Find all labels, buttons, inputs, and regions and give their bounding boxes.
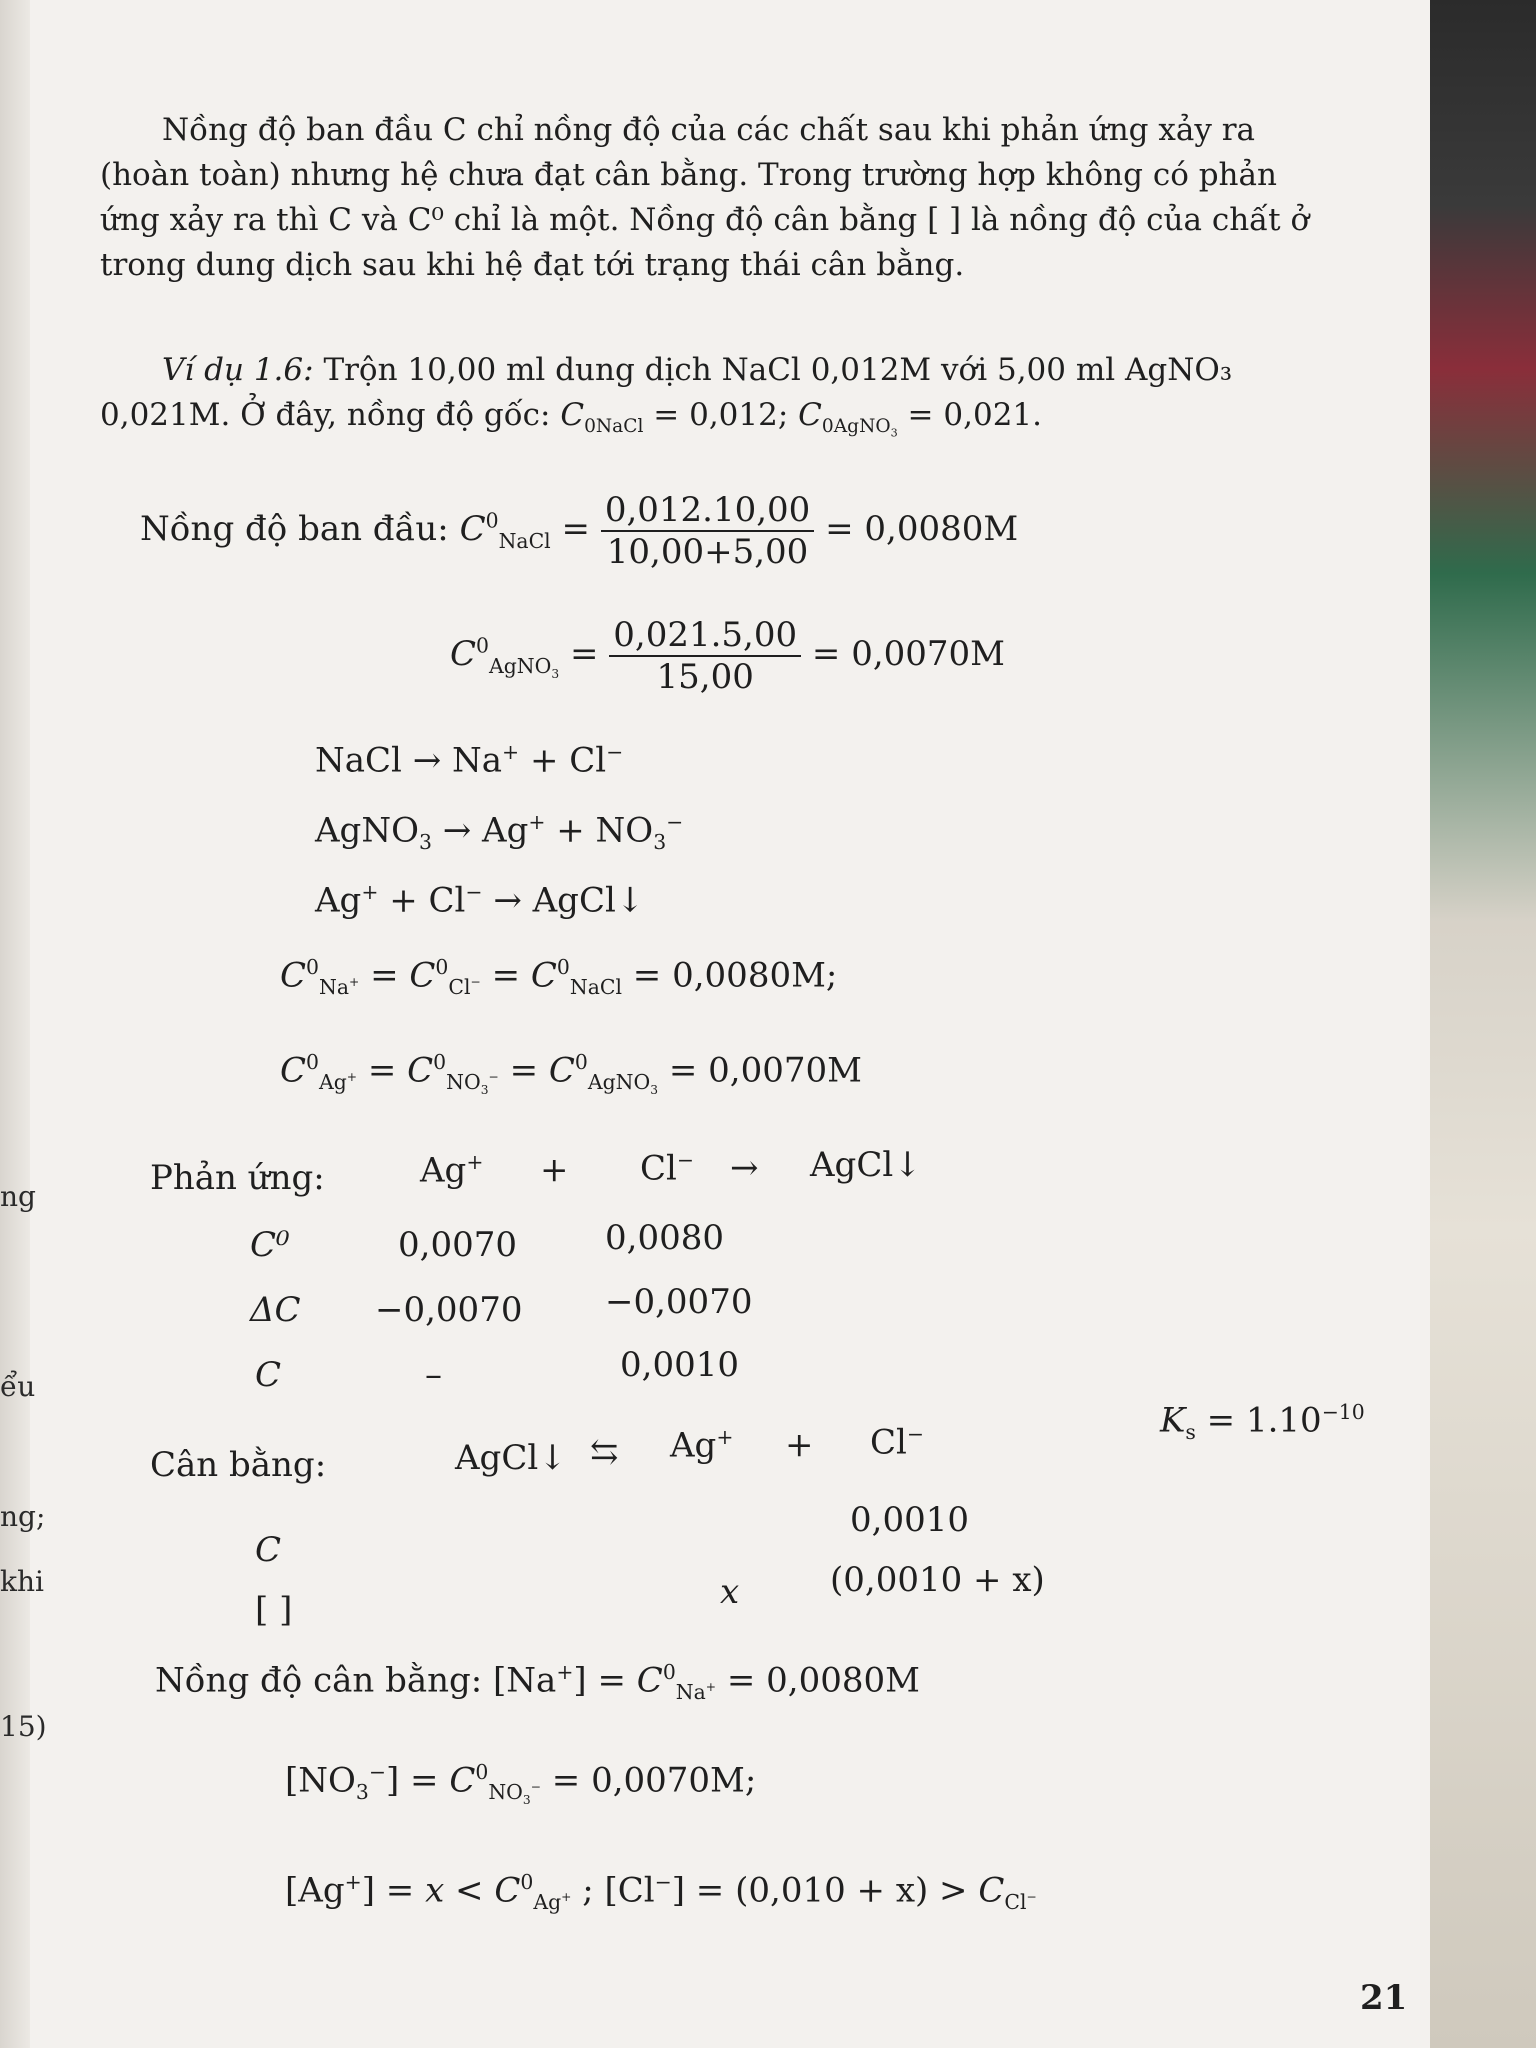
page-number: 21: [1360, 1978, 1408, 2018]
reaction-label: Phản ứng:: [150, 1158, 325, 1198]
equilibrium-plus: +: [785, 1425, 814, 1465]
eq-conc-na: Nồng độ cân bằng: $[Na^+] = C^0_{Na^+} = 0,0080M$: [155, 1660, 920, 1705]
initial-conc-agno3: $C^0_{AgNO_3}$ = $\frac{0,021.5,00}{15,00}$ = 0,0070M: [450, 615, 1005, 697]
fraction-result: 0,0080M: [864, 509, 1019, 549]
equilibrium-ag: Ag+: [670, 1425, 734, 1466]
ks-constant: $K_s = 1.10^{-10}$: [1160, 1400, 1365, 1445]
reaction-cl: Cl−: [640, 1148, 694, 1189]
c0-ag-line: $C^0_{Ag^+} = C^0_{NO_3^-} = C^0_{AgNO_3} = 0,0070M$: [280, 1050, 862, 1098]
fraction-numerator: 0,021.5,00: [609, 615, 801, 657]
fraction-nacl: [601, 490, 814, 572]
row-c0-label: C⁰: [250, 1225, 290, 1265]
arrow: →: [730, 1148, 759, 1188]
na-eq-value: 0,0080M: [766, 1660, 920, 1701]
margin-fragment: ểu: [0, 1370, 36, 1403]
row-c0-cl: 0,0080: [605, 1218, 724, 1258]
c0-agno3: 0,021: [943, 396, 1033, 433]
row-dc-label: ΔC: [250, 1290, 301, 1330]
reaction-agno3: AgNO$_3$ → $Ag^+ + NO_3^-$: [315, 810, 684, 855]
equilibrium-agcl: AgCl↓: [455, 1438, 567, 1478]
eq-conc-ag-cl: $[Ag^+] = x < C^0_{Ag^+}$ ; $[Cl^-] = (0,010 + x) > C_{Cl^-}$: [285, 1870, 1037, 1915]
row-c-label: C: [255, 1355, 282, 1395]
row-c0-ag: 0,0070: [398, 1225, 517, 1265]
intro-paragraph: Nồng độ ban đầu C chỉ nồng độ của các chất sau khi phản ứng xảy ra (hoàn toàn) nhưng hệ chưa đạt cân bằng. Trong trường hợp không có phản ứng xảy ra thì C và C⁰ chỉ là một. Nồng độ cân bằng [ ] là nồng độ của chất ở trong dung dịch sau khi hệ đạt tới trạng thái cân bằng.: [100, 112, 1310, 283]
reaction-precipitate: Ag+ + Cl− → AgCl↓: [315, 880, 645, 921]
fraction-agno3: [609, 615, 801, 697]
eq-conc-label: Nồng độ cân bằng:: [155, 1660, 483, 1701]
reaction-ag: Ag+: [420, 1150, 484, 1191]
book-page: [30, 0, 1430, 2048]
background-books: [1430, 0, 1536, 2048]
fraction-denominator: 15,00: [656, 657, 754, 697]
margin-fragment: 15): [0, 1710, 47, 1743]
margin-fragment: khi: [0, 1565, 44, 1598]
eq-row-c-cl: 0,0010: [850, 1500, 969, 1540]
c0-ag-value: 0,0070M: [708, 1050, 862, 1091]
fraction-result: 0,0070M: [851, 634, 1005, 674]
plus-sign: +: [540, 1150, 569, 1190]
eq-conc-no3: $[NO_3^-] = C^0_{NO_3^-} = 0,0070M$;: [285, 1760, 757, 1808]
eq-row-bracket-ag: x: [720, 1572, 740, 1612]
cl-eq-value: (0,010 + x) >: [735, 1870, 968, 1911]
margin-fragment: ng: [0, 1180, 36, 1213]
equilibrium-cl: Cl−: [870, 1422, 924, 1463]
row-c-ag: –: [425, 1355, 442, 1395]
example-paragraph: Ví dụ 1.6: Trộn 10,00 ml dung dịch NaCl 0,012M với 5,00 ml AgNO₃ 0,021M. Ở đây, nồng độ gốc: $C_{0NaCl} = 0,012$; $C_{0AgNO_3} = 0,021$.: [100, 352, 1233, 440]
initial-conc-nacl: Nồng độ ban đầu: $C^0_{NaCl}$ = $\frac{0,012.10,00}{10,00+5,00}$ = 0,0080M: [140, 490, 1019, 572]
fraction-numerator: 0,012.10,00: [601, 490, 814, 532]
ks-value: 1.10: [1245, 1400, 1322, 1441]
example-label: Ví dụ 1.6:: [162, 352, 314, 388]
row-dc-cl: −0,0070: [605, 1282, 753, 1322]
c0-na-value: 0,0080M;: [672, 955, 838, 996]
equilibrium-label: Cân bằng:: [150, 1445, 327, 1485]
margin-fragment: ng;: [0, 1500, 46, 1533]
reaction-agcl: AgCl↓: [810, 1145, 922, 1185]
c0-na-line: $C^0_{Na^+} = C^0_{Cl^-} = C^0_{NaCl} = 0,0080M$;: [280, 955, 838, 1000]
ks-exponent: −10: [1321, 1400, 1365, 1424]
reaction-nacl: NaCl → Na+ + Cl−: [315, 740, 624, 781]
example-text: Trộn 10,00 ml dung dịch NaCl 0,012M với 5,00 ml AgNO₃ 0,021M. Ở đây, nồng độ gốc:: [100, 352, 1233, 433]
c0-nacl: 0,012: [689, 396, 778, 433]
row-dc-ag: −0,0070: [375, 1290, 523, 1330]
eq-row-bracket-cl: (0,0010 + x): [830, 1560, 1045, 1600]
fraction-denominator: 10,00+5,00: [606, 532, 809, 572]
eq-row-bracket-label: [ ]: [255, 1590, 293, 1630]
initial-conc-label: Nồng độ ban đầu:: [140, 509, 449, 549]
no3-eq-value: 0,0070M;: [591, 1760, 757, 1801]
eq-row-c-label: C: [255, 1530, 282, 1570]
equilibrium-arrow: ⇆: [590, 1432, 619, 1472]
row-c-cl: 0,0010: [620, 1345, 739, 1385]
